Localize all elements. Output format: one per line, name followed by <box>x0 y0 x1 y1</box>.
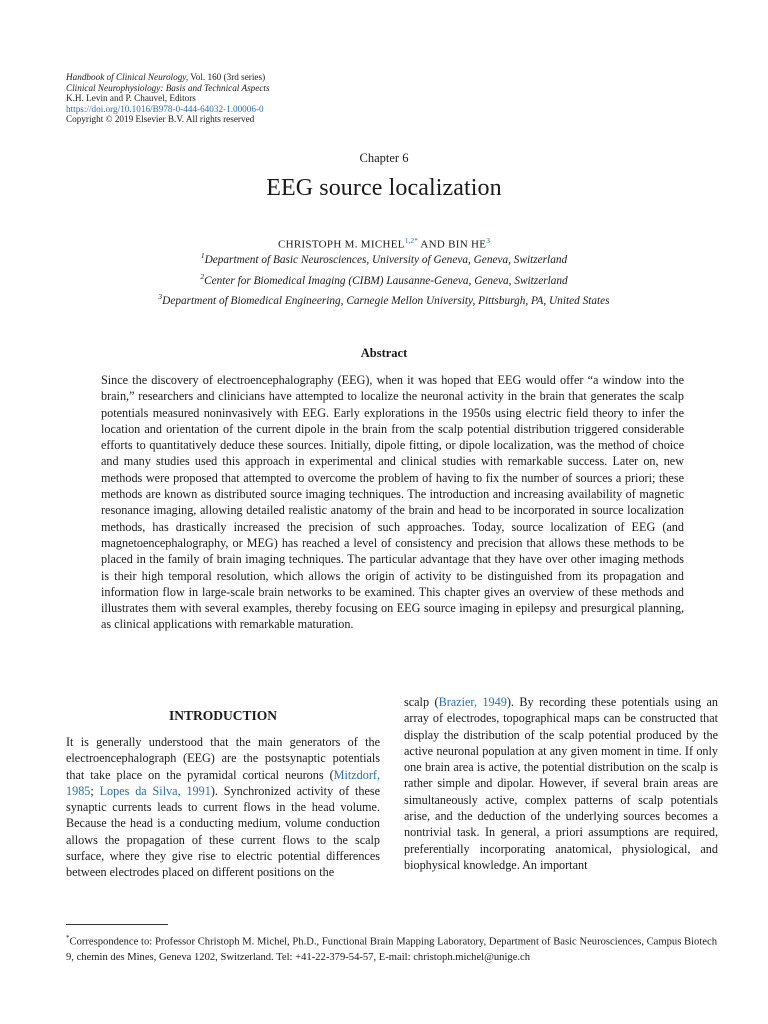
abstract-body: Since the discovery of electroencephalography (EEG), when it was hoped that EEG would offer “a window into the brain,” researchers and clinicians have attempted to localize the neuronal activity in the brain that generates the scalp potentials measured noninvasively with EEG. Early explorations in the 1950s using electric field theory to infer the location and orientation of the current dipole in the brain from the scalp potential distribution triggered considerable efforts to quantitatively deduce these sources. Initially, dipole fitting, or dipole localization, was the method of choice and many studies used this approach in experimental and clinical studies with remarkable success. Later on, new methods were proposed that attempted to overcome the problem of having to fix the number of sources a priori; these methods are known as distributed source imaging techniques. The introduction and increasing availability of magnetic resonance imaging, allowing detailed realistic anatomy of the brain and head to be incorporated in source localization methods, has drastically increased the precision of such approaches. Today, source localization of EEG (and magnetoencephalography, or MEG) has reached a level of consistency and precision that allows these methods to be placed in the family of brain imaging techniques. The particular advantage that they have over other imaging methods is their high temporal resolution, which allows the origin of activity to be distinguished from its propagation and information flow in large-scale brain networks to be examined. This chapter gives an overview of these methods and illustrates them with several examples, thereby focusing on EEG source imaging in epilepsy and presurgical planning, as clinical applications with remarkable maturation. <box>101 373 684 632</box>
doi-link[interactable]: https://doi.org/10.1016/B978-0-444-64032-1.00006-0 <box>66 103 264 114</box>
correspondence-footnote: *Correspondence to: Professor Christoph M. Michel, Ph.D., Functional Brain Mapping Laboratory, Department of Basic Neurosciences, Campus Biotech 9, chemin des Mines, Geneva 1202, Switzerland. Tel: +41-22-379-54-57, E-mail: christoph.michel@unige.ch <box>66 934 717 964</box>
author-line <box>0 236 768 251</box>
chapter-number: Chapter 6 <box>359 151 409 165</box>
ref-mitzdorf-1985[interactable]: Mitzdorf, 1985 <box>66 767 380 798</box>
book-header <box>66 72 466 125</box>
book-title-line: Handbook of Clinical Neurology, Vol. 160 (3rd series) <box>66 72 266 82</box>
author-he: AND BIN HE <box>417 238 487 251</box>
author-he-affil[interactable]: 3 <box>486 236 491 245</box>
affiliation-2: $^2$Center for Biomedical Imaging (CIBM) Lausanne-Geneva, Geneva, Switzerland <box>200 272 568 287</box>
chapter-title: EEG source localization <box>266 175 502 201</box>
intro-right-column: scalp (Brazier, 1949). By recording these potentials using an array of electrodes, topographical maps can be constructed that display the distribution of the scalp potential produced by the active neuronal population at any given moment in time. If only one brain area is active, the potential distribution on the scalp is rather simple and dipolar. However, if several brain areas are simultaneously active, complex patterns of scalp potentials arise, and the deduction of the underlying sources becomes a nontrivial task. In general, a priori assumptions are required, preferentially incorporating anatomical, physiological, and biophysical knowledge. An important <box>404 695 718 872</box>
ref-brazier-1949[interactable]: Brazier, 1949 <box>438 695 507 709</box>
author-michel: CHRISTOPH M. MICHEL <box>277 238 405 251</box>
ref-lopes-da-silva-1991[interactable]: Lopes da Silva, 1991 <box>99 783 211 798</box>
introduction-heading: INTRODUCTION <box>168 708 277 723</box>
book-editors: K.H. Levin and P. Chauvel, Editors <box>66 93 196 104</box>
abstract-heading: Abstract <box>360 346 408 360</box>
affiliation-3: $^3$Department of Biomedical Engineering, Carnegie Mellon University, Pittsburgh, PA, United States <box>158 292 610 307</box>
book-subtitle: Clinical Neurophysiology: Basis and Technical Aspects <box>66 82 270 93</box>
footnote-divider <box>66 924 168 925</box>
intro-left-column: It is generally understood that the main generators of the electroencephalograph (EEG) are the postsynaptic potentials that take place on the pyramidal cortical neurons (Mitzdorf, 1985; Lopes da Silva, 1991). Synchronized activity of these synaptic currents leads to current flows in the head volume. Because the head is a conducting medium, volume conduction allows the propagation of these current flows to the scalp surface, where they give rise to electric potential differences between electrodes placed on different positions on the <box>66 735 381 880</box>
author-michel-affil[interactable]: 1,2* <box>404 236 418 245</box>
affiliation-1: $^1$Department of Basic Neurosciences, University of Geneva, Geneva, Switzerland <box>200 251 568 266</box>
copyright-line: Copyright © 2019 Elsevier B.V. All rights reserved <box>66 114 255 125</box>
